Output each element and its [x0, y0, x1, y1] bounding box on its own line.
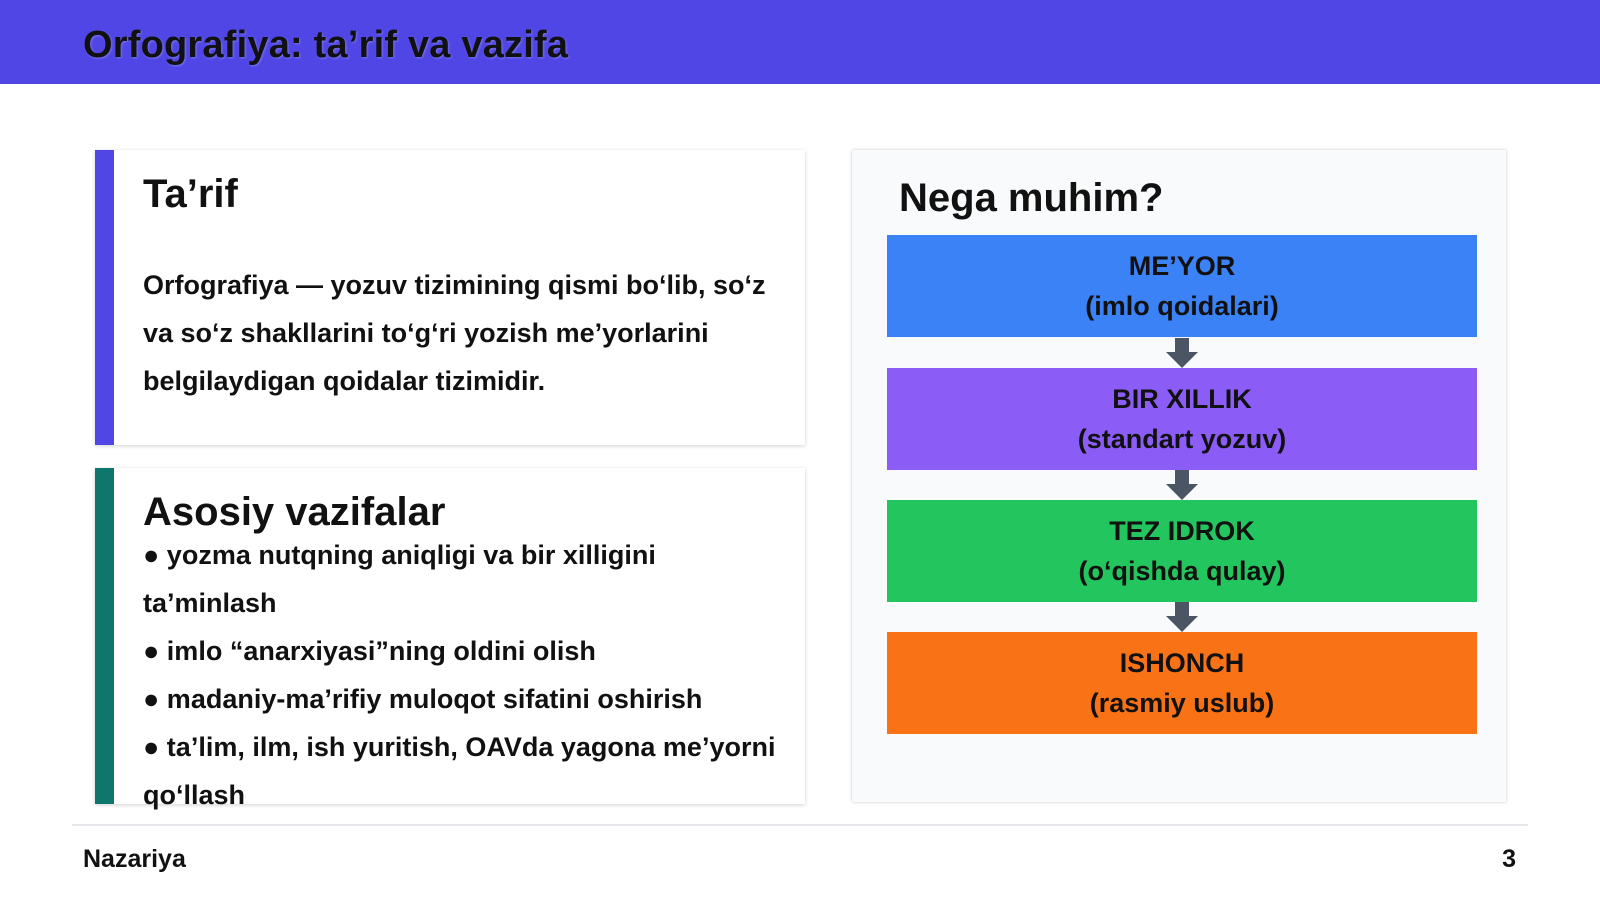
- tasks-accent-bar: [95, 468, 114, 804]
- footer-divider: [72, 824, 1528, 826]
- definition-accent-bar: [95, 150, 114, 445]
- flow-step-quick-perception: [887, 500, 1477, 602]
- task-item: ● imlo “anarxiyasi”ning oldini olish: [143, 636, 596, 666]
- flow-step-sub: (standart yozuv): [1077, 424, 1287, 454]
- why-important-card: [852, 150, 1506, 802]
- tasks-card: [95, 468, 805, 810]
- page-number: 3: [1502, 845, 1516, 873]
- flow-step-label: ME’YOR: [1128, 251, 1236, 281]
- task-item: ● yozma nutqning aniqligi va bir xilligini ta’minlash: [143, 540, 656, 618]
- down-arrow-icon: [1166, 602, 1198, 632]
- definition-title: Ta’rif: [143, 172, 238, 216]
- flow-step-sub: (imlo qoidalari): [1085, 291, 1279, 321]
- title-bar: [0, 0, 1600, 84]
- flow-step-label: ISHONCH: [1119, 648, 1245, 678]
- flow-step-norm: [887, 235, 1477, 337]
- flow-step-trust: [887, 632, 1477, 734]
- why-title: Nega muhim?: [899, 176, 1164, 220]
- flow-step-label: BIR XILLIK: [1112, 384, 1252, 414]
- flow-step-sub: (rasmiy uslub): [1089, 688, 1275, 718]
- tasks-list: [143, 531, 788, 819]
- slide-title: Orfografiya: ta’rif va vazifa: [83, 24, 569, 66]
- task-item: ● madaniy-ma’rifiy muloqot sifatini oshirish: [143, 684, 703, 714]
- footer-section-label: Nazariya: [83, 845, 186, 873]
- tasks-title: Asosiy vazifalar: [143, 490, 446, 534]
- task-item: ● ta’lim, ilm, ish yuritish, OAVda yagona me’yorni qo‘llash: [143, 732, 776, 810]
- definition-text: Orfografiya — yozuv tizimining qismi bo‘lib, so‘z va so‘z shakllarini to‘g‘ri yozish me’yorlarini belgilaydigan qoidalar tizimidir.: [143, 270, 766, 396]
- flow-step-label: TEZ IDROK: [1109, 516, 1255, 546]
- flow-step-sub: (o‘qishda qulay): [1078, 556, 1286, 586]
- down-arrow-icon: [1166, 470, 1198, 500]
- definition-card: [95, 150, 805, 445]
- down-arrow-icon: [1166, 338, 1198, 368]
- flow-step-uniformity: [887, 368, 1477, 470]
